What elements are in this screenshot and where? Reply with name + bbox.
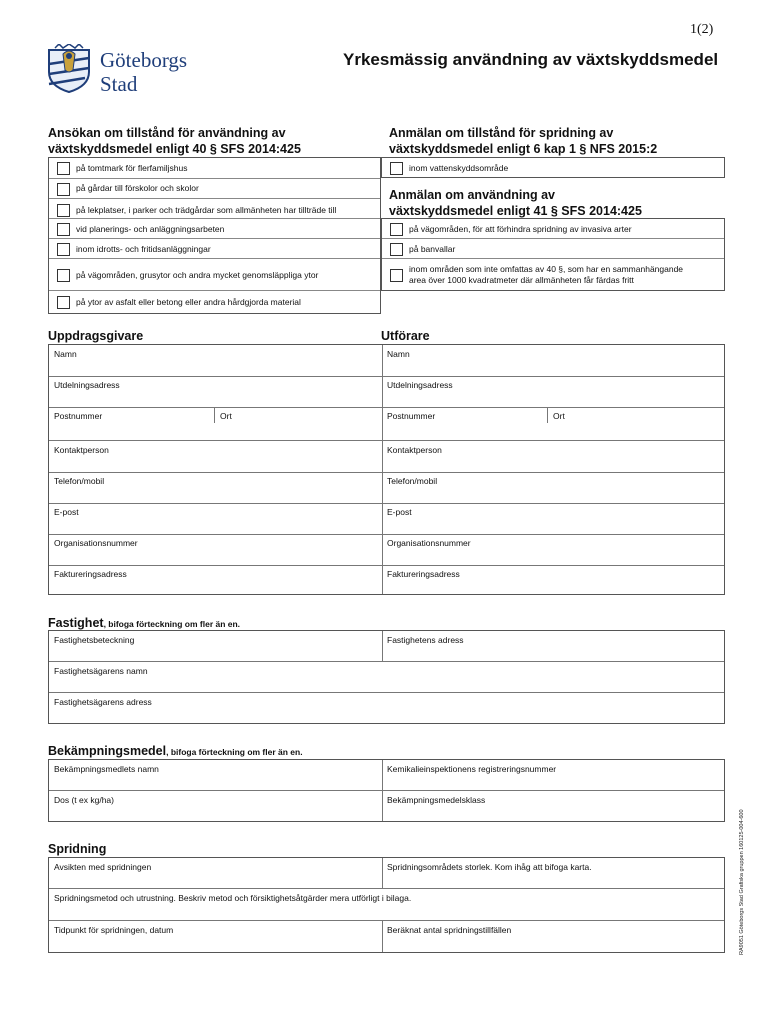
checkbox-label: vid planerings- och anläggningsarbeten	[76, 224, 225, 234]
checkbox[interactable]	[390, 269, 403, 282]
logo-text-line1: Göteborgs	[100, 48, 188, 72]
divider	[49, 661, 724, 662]
utforare-faktura-field[interactable]: Faktureringsadress	[387, 569, 460, 579]
anmalan-spridning-heading-line1: Anmälan om tillstånd för spridning av	[389, 126, 614, 140]
checkbox-label: på vägområden, grusytor och andra mycket genomsläppliga ytor	[76, 270, 319, 280]
bekampningsmedel-heading	[48, 744, 303, 758]
fastighet-table	[48, 630, 725, 724]
checkbox[interactable]	[57, 269, 70, 282]
spridningsmetod-field[interactable]: Spridningsmetod och utrustning. Beskriv metod och försiktighetsåtgärder mera utförligt i bilaga.	[54, 893, 412, 903]
spridning-table	[48, 857, 725, 953]
checkbox[interactable]	[390, 243, 403, 256]
checkbox-label: inom idrotts- och fritidsanläggningar	[76, 244, 211, 254]
checkbox-label-line1: inom områden som inte omfattas av 40 §, som har en sammanhängande	[409, 264, 684, 274]
uppdragsgivare-adress-field[interactable]: Utdelningsadress	[54, 380, 120, 390]
ansokan-item-row	[49, 199, 380, 219]
utforare-namn-field[interactable]: Namn	[387, 349, 410, 359]
checkbox[interactable]	[57, 183, 70, 196]
utforare-heading: Utförare	[381, 329, 430, 343]
fastighetens-adress-field[interactable]: Fastighetens adress	[387, 635, 464, 645]
parties-table	[48, 344, 725, 595]
anmalan-anvandning-heading-line2: växtskyddsmedel enligt 41 § SFS 2014:425	[389, 204, 642, 218]
ansokan-checkbox-table	[48, 157, 381, 314]
ansokan-item-row	[49, 291, 380, 313]
fastighetsagarens-adress-field[interactable]: Fastighetsägarens adress	[54, 697, 152, 707]
checkbox[interactable]	[57, 223, 70, 236]
checkbox-label: på lekplatser, i parker och trädgårdar som allmänheten har tillträde till	[76, 205, 337, 215]
ansokan-heading-line2: växtskyddsmedel enligt 40 § SFS 2014:425	[48, 142, 301, 156]
checkbox[interactable]	[57, 243, 70, 256]
spridningsomradets-storlek-field[interactable]: Spridningsområdets storlek. Kom ihåg att bifoga karta.	[387, 862, 592, 872]
anvandning-item-row	[382, 239, 724, 259]
uppdragsgivare-heading: Uppdragsgivare	[48, 329, 144, 343]
uppdragsgivare-telefon-field[interactable]: Telefon/mobil	[54, 476, 105, 486]
fastighet-heading-sub: , bifoga förteckning om fler än en.	[103, 619, 241, 629]
page-number: 1(2)	[690, 22, 714, 37]
page-title: Yrkesmässig användning av växtskyddsmedel	[343, 50, 719, 69]
checkbox-label	[409, 264, 683, 286]
anmalan-anvandning-heading	[389, 187, 642, 219]
fastighetsagarens-namn-field[interactable]: Fastighetsägarens namn	[54, 666, 148, 676]
uppdragsgivare-faktura-field[interactable]: Faktureringsadress	[54, 569, 127, 579]
logo-text-line2: Stad	[100, 72, 138, 96]
checkbox-label: inom vattenskyddsområde	[409, 163, 509, 173]
coat-of-arms-icon	[45, 44, 93, 94]
utforare-telefon-field[interactable]: Telefon/mobil	[387, 476, 438, 486]
bekampningsmedel-table	[48, 759, 725, 822]
dos-field[interactable]: Dos (t ex kg/ha)	[54, 795, 114, 805]
antal-spridningstillfallen-field[interactable]: Beräknat antal spridningstillfällen	[387, 925, 512, 935]
anmalan-spridning-heading-line2: växtskyddsmedel enligt 6 kap 1 § NFS 2015:2	[389, 142, 658, 156]
checkbox[interactable]	[390, 162, 403, 175]
checkbox[interactable]	[57, 204, 70, 217]
ansokan-item-row	[49, 239, 380, 259]
utforare-kontaktperson-field[interactable]: Kontaktperson	[387, 445, 442, 455]
bekampningsmedelsklass-field[interactable]: Bekämpningsmedelsklass	[387, 795, 486, 805]
anvandning-checkbox-table	[381, 218, 725, 291]
uppdragsgivare-orgnr-field[interactable]: Organisationsnummer	[54, 538, 138, 548]
checkbox[interactable]	[390, 223, 403, 236]
anmalan-anvandning-heading-line1: Anmälan om användning av	[389, 188, 556, 202]
utforare-ort-field[interactable]: Ort	[553, 411, 565, 421]
checkbox-label-line2: area över 1000 kvadratmeter där allmänheten får färdas fritt	[409, 275, 634, 285]
checkbox[interactable]	[57, 162, 70, 175]
utforare-postnummer-field[interactable]: Postnummer	[387, 411, 436, 421]
ansokan-item-row	[49, 158, 380, 179]
tidpunkt-field[interactable]: Tidpunkt för spridningen, datum	[54, 925, 174, 935]
uppdragsgivare-namn-field[interactable]: Namn	[54, 349, 77, 359]
checkbox-label: på ytor av asfalt eller betong eller andra hårdgjorda material	[76, 297, 301, 307]
anmalan-spridning-heading	[389, 125, 657, 157]
utforare-orgnr-field[interactable]: Organisationsnummer	[387, 538, 471, 548]
utforare-epost-field[interactable]: E-post	[387, 507, 412, 517]
ansokan-item-row	[49, 259, 380, 291]
uppdragsgivare-kontaktperson-field[interactable]: Kontaktperson	[54, 445, 109, 455]
checkbox-label: på vägområden, för att förhindra spridning av invasiva arter	[409, 224, 632, 234]
ansokan-item-row	[49, 219, 380, 239]
ansokan-heading	[48, 125, 301, 157]
form-id-sidetext: RA9051 Göteborgs Stad Grafiska gruppen 160125-004-600	[739, 809, 745, 955]
spridning-heading: Spridning	[48, 842, 107, 856]
uppdragsgivare-epost-field[interactable]: E-post	[54, 507, 79, 517]
avsikten-field[interactable]: Avsikten med spridningen	[54, 862, 152, 872]
checkbox-label: på banvallar	[409, 244, 456, 254]
anvandning-item-row	[382, 219, 724, 239]
fastighet-heading	[48, 616, 240, 630]
checkbox[interactable]	[57, 296, 70, 309]
uppdragsgivare-postnummer-field[interactable]: Postnummer	[54, 411, 103, 421]
registreringsnummer-field[interactable]: Kemikalieinspektionens registreringsnummer	[387, 764, 557, 774]
checkbox-label: på tomtmark för flerfamiljshus	[76, 163, 188, 173]
anvandning-item-row	[382, 259, 724, 290]
goteborg-logo	[45, 44, 205, 96]
bekampningsmedel-heading-sub: , bifoga förteckning om fler än en.	[166, 747, 303, 757]
bekampningsmedel-heading-text: Bekämpningsmedel	[48, 744, 167, 758]
ansokan-item-row	[49, 179, 380, 199]
checkbox-label: på gårdar till förskolor och skolor	[76, 183, 199, 193]
fastighetsbeteckning-field[interactable]: Fastighetsbeteckning	[54, 635, 135, 645]
fastighet-heading-text: Fastighet	[48, 616, 104, 630]
bekampningsmedlets-namn-field[interactable]: Bekämpningsmedlets namn	[54, 764, 159, 774]
uppdragsgivare-ort-field[interactable]: Ort	[220, 411, 232, 421]
ansokan-heading-line1: Ansökan om tillstånd för användning av	[48, 126, 286, 140]
spridning-checkbox-table	[381, 157, 725, 178]
utforare-adress-field[interactable]: Utdelningsadress	[387, 380, 453, 390]
